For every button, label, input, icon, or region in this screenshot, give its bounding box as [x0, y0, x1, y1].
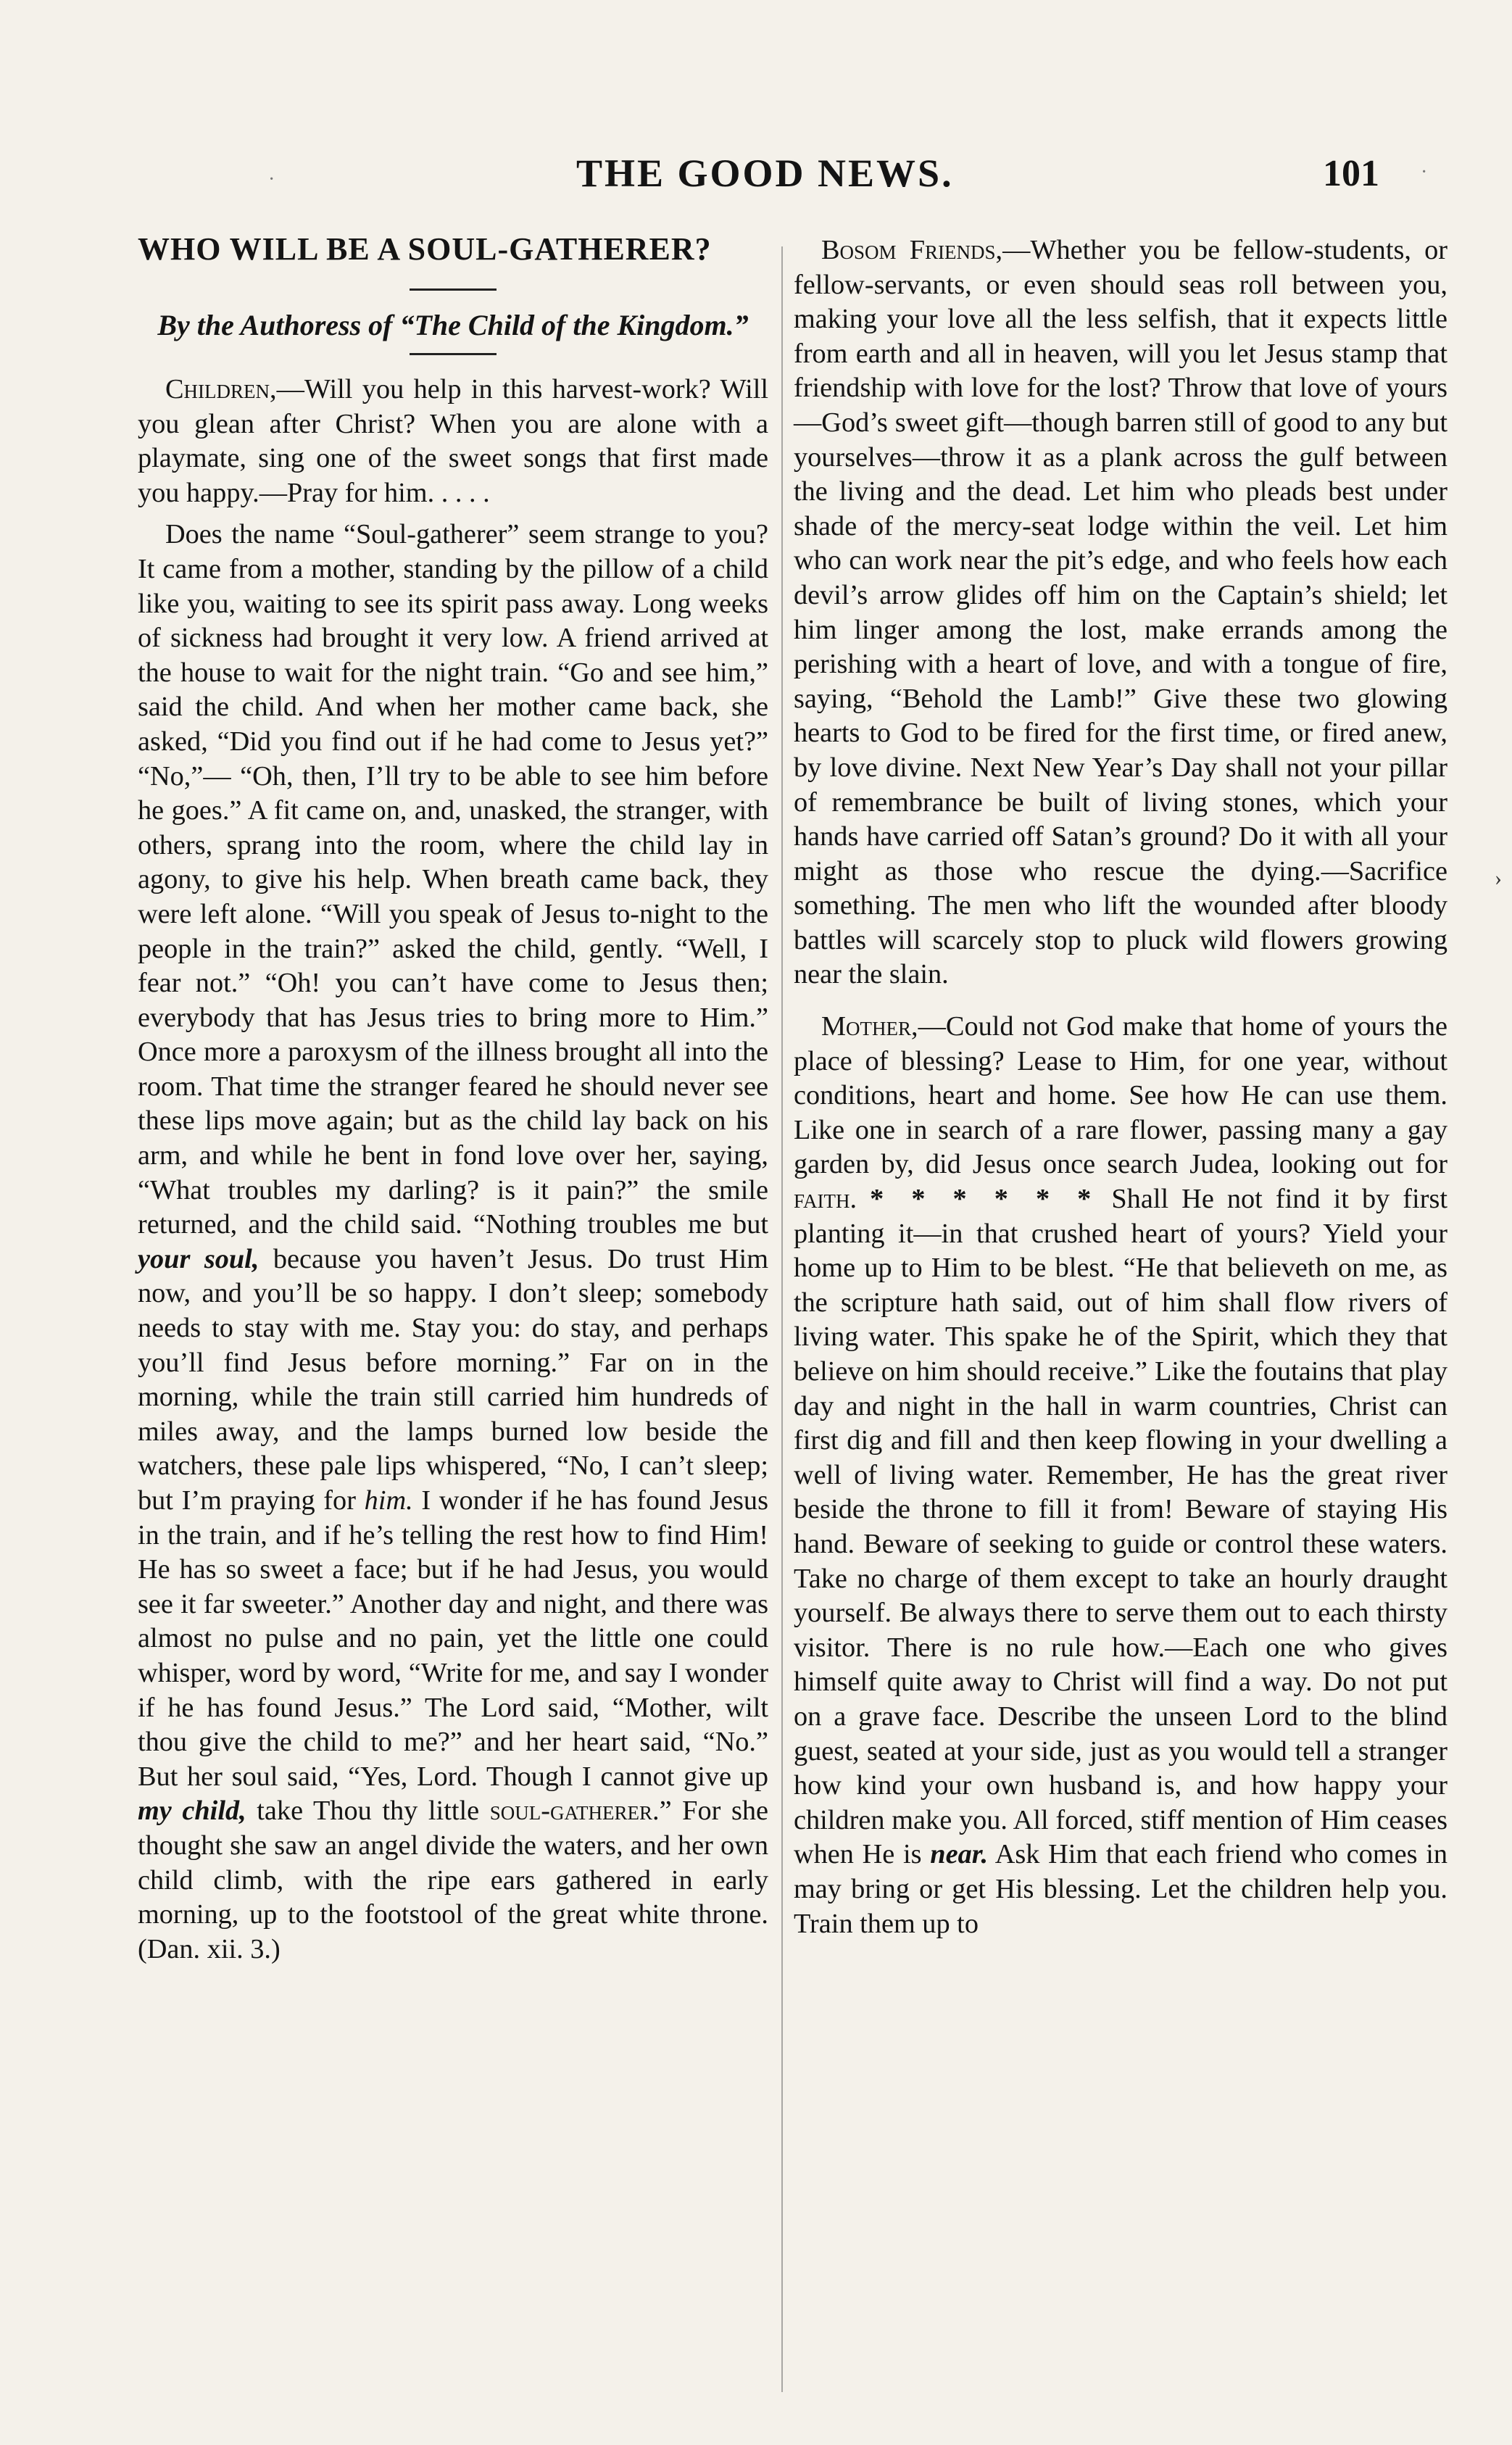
article-title: WHO WILL BE A SOUL-GATHERER? [138, 231, 712, 267]
paragraph-text: Ask Him that each friend who comes in may bring or get His blessing. Let the children help you. Train them up to [794, 1839, 1447, 1939]
small-caps-text: faith. [794, 1184, 857, 1215]
paragraph-text: Does the name “Soul-gatherer” seem strange to you? It came from a mother, standing by the pillow of a child like you, waiting to see its spirit pass away. Long weeks of sickness had brought it very low. A friend arrived at the house to wait for the night train. “Go and see him,” said the child. And when her mother came back, she asked, “Did you find out if he had come to Jesus yet?” “No,”— “Oh, then, I’ll try to be able to see him before he goes.” A fit came on, and, unasked, the stranger, with others, sprang into the room, where the child lay in agony, to give his help. When breath came back, they were left alone. “Will you speak of Jesus to-night to the people in the train?” asked the child, gently. “Well, I fear not.” “Oh! you can’t have come to Jesus then; everybody that has Jesus tries to bring more to Him.” Once more a paroxysm of the illness brought all into the room. That time the stranger feared he should never see these lips move again; but as the child lay back on his arm, and while he bent in fond love over her, saying, “What troubles my darling? is it pain?” the smile returned, and the child said. “Nothing troubles me but [138, 519, 768, 1240]
publication-title: THE GOOD NEWS. [576, 151, 954, 195]
lead-mother: Mother, [821, 1011, 918, 1042]
column-divider [781, 246, 783, 2392]
page-header [0, 151, 1512, 209]
byline-rule [410, 353, 497, 355]
paragraph-bosom-friends [794, 233, 1447, 992]
paragraph-mother [794, 1010, 1447, 1941]
paragraph-text: Shall He not find it by first planting it—in that crushed heart of yours? Yield your home up to Him to be blest. “He that believeth on me, as the scripture hath said, out of him shall flow rivers of living water. This spake he of the Spirit, which they that believe on him should receive.” Like the foutains that play day and night in the hall in warm countries, Christ can first dig and fill and then keep flowing in your dwelling a well of living water. Remember, He has the great river beside the throne to fill it from! Beware of staying His hand. Beware of seeking to guide or control these waters. Take no charge of them except to take an hourly draught yourself. Be always there to serve them out to each thirsty visitor. There is no rule how.—Each one who gives himself quite away to Christ will find a way. Do not put on a grave face. Describe the unseen Lord to the blind guest, seated at your side, just as you would tell a stranger how kind your own husband is, and how happy your children make you. All forced, stiff mention of Him ceases when He is [794, 1184, 1447, 1870]
asterisks: * * * * * * [870, 1184, 1099, 1215]
paragraph-text: I wonder if he has found Jesus in the train, and if he’s telling the rest how to find Him! He has so sweet a face; but if he had Jesus, you would see it far sweeter.” Another day and night, and there was almost no pulse and no pain, yet the little one could whisper, word by word, “Write for me, and say I wonder if he has found Jesus.” The Lord said, “Mother, wilt thou give the child to me?” and her heart said, “No.” But her soul said, “Yes, Lord. Though I cannot give up [138, 1485, 768, 1792]
emphasis: near. [930, 1839, 989, 1870]
left-column [138, 231, 768, 1967]
margin-mark: › [1495, 866, 1502, 890]
title-rule [410, 288, 497, 291]
paragraph-text: ” For she thought she saw an angel divide the waters, and her own child climb, with the ripe ears gathered in early morning, up to the footstool of the great white throne. (Dan. xii. 3.) [138, 1796, 768, 1964]
paragraph-text: because you haven’t Jesus. Do trust Him now, and you’ll be so happy. I don’t sleep; somebody needs to stay with me. Stay you: do stay, and perhaps you’ll find Jesus before morning.” Far on in the morning, while the train still carried him hundreds of miles away, and the lamps burned low beside the watchers, these pale lips whispered, “No, I can’t sleep; but I’m praying for [138, 1243, 768, 1516]
lead-bosom-friends: Bosom Friends, [821, 235, 1003, 265]
paragraph-text: —Could not God make that home of yours the place of blessing? Lease to Him, for one year, without conditions, heart and home. See how He can use them. Like one in search of a rare flower, passing many a gay garden by, did Jesus once search Judea, looking out for [794, 1011, 1447, 1180]
emphasis: him. [364, 1485, 413, 1516]
emphasis: your soul, [138, 1243, 259, 1274]
paragraph-text: —Whether you be fellow-students, or fellow-servants, or even should seas roll between you, making your love all the less selfish, that it expects little from earth and all in heaven, will you let Jesus stamp that friendship with love for the lost? Throw that love of yours—God’s sweet gift—though barren still of good to any but yourselves—throw it as a plank across the gulf between the living and the dead. Let him who pleads best under shade of the mercy-seat lodge within the veil. Let him who can work near the pit’s edge, and who feels how each devil’s arrow glides off him on the Captain’s shield; let him linger among the lost, make errands among the perishing with a heart of love, and with a tongue of fire, saying, “Behold the Lamb!” Give these two glowing hearts to God to be fired for the first time, or fired anew, by love divine. Next New Year’s Day shall not your pillar of remembrance be built of living stones, which your hands have carried off Satan’s ground? Do it with all your might as those who rescue the dying.—Sacrifice something. The men who lift the wounded after bloody battles will scarcely stop to pluck wild flowers growing near the slain. [794, 235, 1447, 990]
emphasis: my child, [138, 1796, 246, 1827]
paragraph-text: take Thou thy little [257, 1796, 480, 1827]
paragraph-story [138, 518, 768, 1967]
page-number: 101 [1323, 153, 1379, 194]
margin-dot: · [268, 168, 275, 191]
paragraph-text: —Will you help in this harvest-work? Will you glean after Christ? When you are alone with a playmate, sing one of the sweet songs that first made you happy.—Pray for him. . . . . [138, 374, 768, 508]
lead-children: Children, [165, 374, 277, 404]
right-column [794, 233, 1447, 1941]
article-byline: By the Authoress of “The Child of the Kingdom.” [157, 309, 749, 341]
paragraph-children [138, 373, 768, 510]
margin-dot: · [1421, 161, 1428, 183]
small-caps-text: soul-gatherer. [489, 1796, 660, 1827]
